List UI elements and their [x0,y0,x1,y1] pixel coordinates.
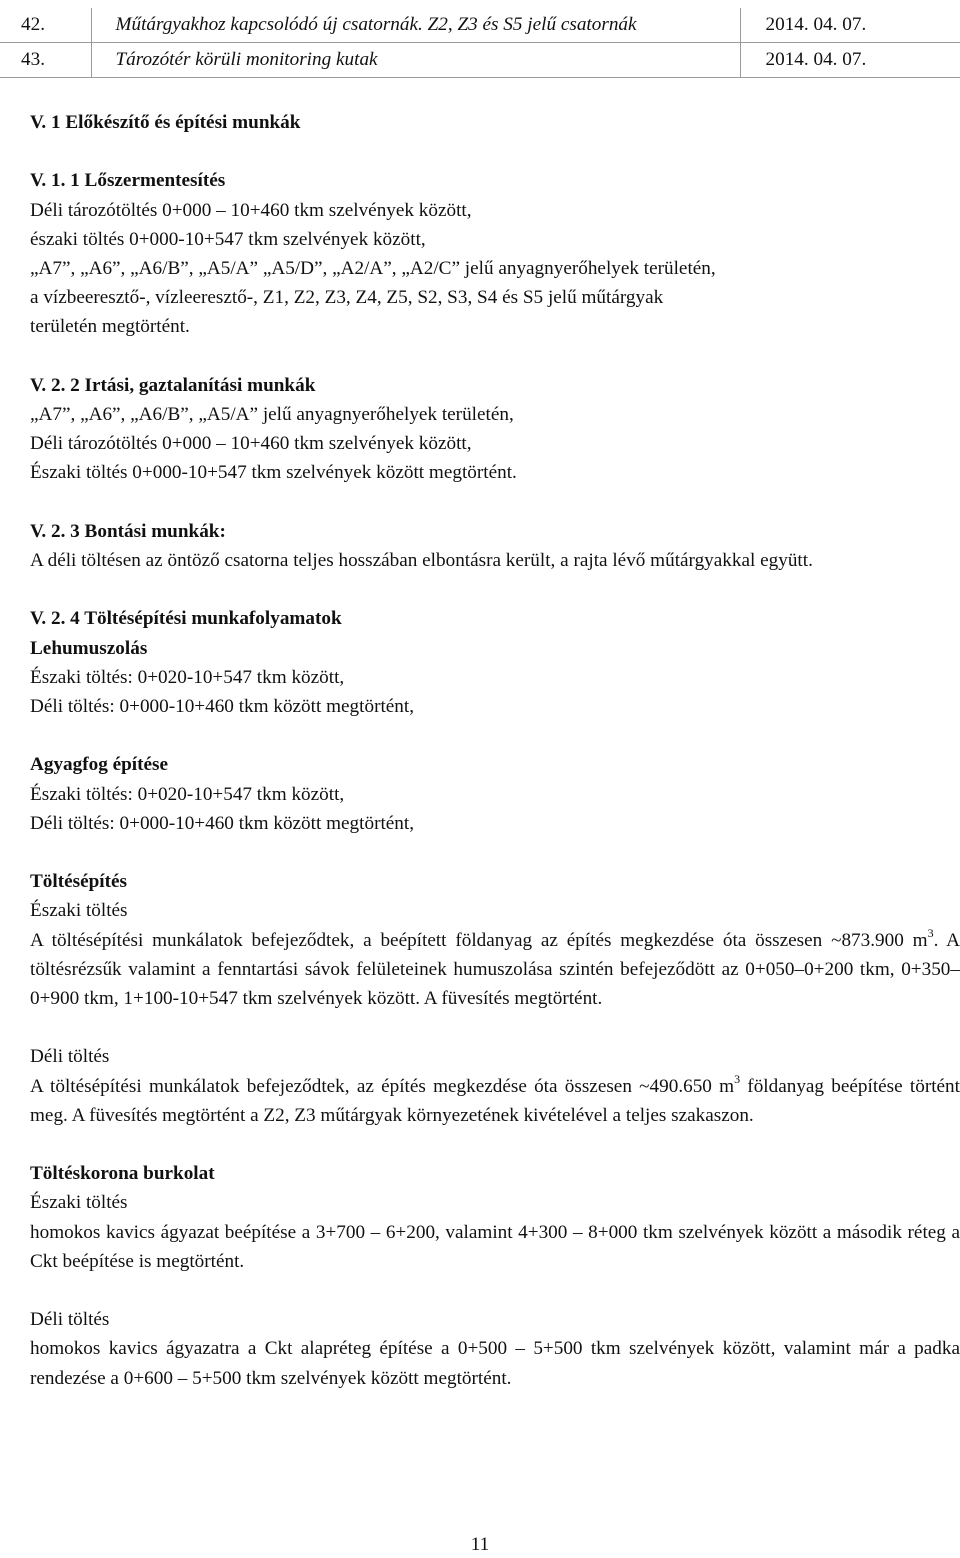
text-line: Déli tározótöltés 0+000 – 10+460 tkm szelvények között, [30,199,472,221]
subheading: Töltéskorona burkolat [30,1163,215,1185]
paragraph [30,1072,960,1130]
row-number: 42. [0,8,91,43]
text-line: Északi töltés [30,1192,128,1214]
text-line: Déli töltés [30,1046,110,1068]
text-line: Déli töltés: 0+000-10+460 tkm között megtörtént, [30,696,415,717]
text-line: Déli töltés [30,1309,110,1331]
text-line: Északi töltés [30,900,128,922]
row-date: 2014. 04. 07. [740,43,960,78]
subsection-title: V. 2. 4 Töltésépítési munkafolyamatok [30,608,342,630]
paragraph-text: A töltésépítési munkálatok befejeződtek, a beépített földanyag az építés megkezdése óta összesen ~873.900 m [30,929,928,951]
subsection-title: V. 2. 2 Irtási, gaztalanítási munkák [30,374,316,396]
text-line: „A7”, „A6”, „A6/B”, „A5/A” „A5/D”, „A2/A”, „A2/C” jelű anyagnyerőhelyek területén, [30,258,716,279]
text-line: Déli töltés: 0+000-10+460 tkm között megtörtént, [30,812,415,834]
document-body [30,108,960,1393]
text-line: a vízbeeresztő-, vízleeresztő-, Z1, Z2, Z3, Z4, Z5, S2, S3, S4 és S5 jelű műtárgyak [30,287,664,309]
subheading: Töltésépítés [30,871,127,893]
paragraph-text: A töltésépítési munkálatok befejeződtek, az építés megkezdése óta összesen ~490.650 m [30,1075,735,1097]
text-line: Északi töltés: 0+020-10+547 tkm között, [30,783,345,805]
row-date: 2014. 04. 07. [740,8,960,43]
subsection-title: V. 1. 1 Lőszermentesítés [30,170,226,192]
schedule-table [0,8,960,78]
subheading: Agyagfog építése [30,754,169,776]
text-line: Északi töltés 0+000-10+547 tkm szelvények között megtörtént. [30,462,517,484]
text-line: „A7”, „A6”, „A6/B”, „A5/A” jelű anyagnyerőhelyek területén, [30,404,514,425]
paragraph-text: földanyag beépítése történt meg. A füvesítés megtörtént a Z2, Z3 műtárgyak környezetének kivételével a teljes szakaszon. [30,1075,960,1126]
text-line: Déli tározótöltés 0+000 – 10+460 tkm szelvények között, [30,433,472,455]
row-title: Műtárgyakhoz kapcsolódó új csatornák. Z2, Z3 és S5 jelű csatornák [91,8,740,43]
text-line: Északi töltés: 0+020-10+547 tkm között, [30,666,345,688]
table-row [0,43,960,78]
superscript: 3 [927,925,934,940]
page-number: 11 [470,1534,490,1555]
paragraph [30,926,960,1014]
section-heading: V. 1 Előkészítő és építési munkák [30,112,301,133]
subsection-title: V. 2. 3 Bontási munkák: [30,520,226,542]
superscript: 3 [734,1071,741,1086]
paragraph: homokos kavics ágyazat beépítése a 3+700 – 6+200, valamint 4+300 – 8+000 tkm szelvények között a második réteg a Ckt beépítése is megtörtént. [30,1221,960,1272]
paragraph: homokos kavics ágyazatra a Ckt alapréteg építése a 0+500 – 5+500 tkm szelvények között, valamint már a padka rendezése a 0+600 – 5+500 tkm szelvények között megtörtént. [30,1338,960,1389]
row-title: Tározótér körüli monitoring kutak [91,43,740,78]
subheading: Lehumuszolás [30,637,148,659]
paragraph: A déli töltésen az öntöző csatorna teljes hosszában elbontásra került, a rajta lévő műtárgyakkal együtt. [30,550,813,571]
paragraph-text: . A töltésrézsűk valamint a fenntartási sávok felületeinek humuszolása szintén befejeződött az 0+050–0+200 tkm, 0+350–0+900 tkm, 1+100-10+547 tkm szelvények között. A füvesítés megtörtént. [30,929,960,1009]
row-number: 43. [0,43,91,78]
text-line: északi töltés 0+000-10+547 tkm szelvények között, [30,228,426,250]
table-row [0,8,960,43]
text-line: területén megtörtént. [30,316,190,338]
